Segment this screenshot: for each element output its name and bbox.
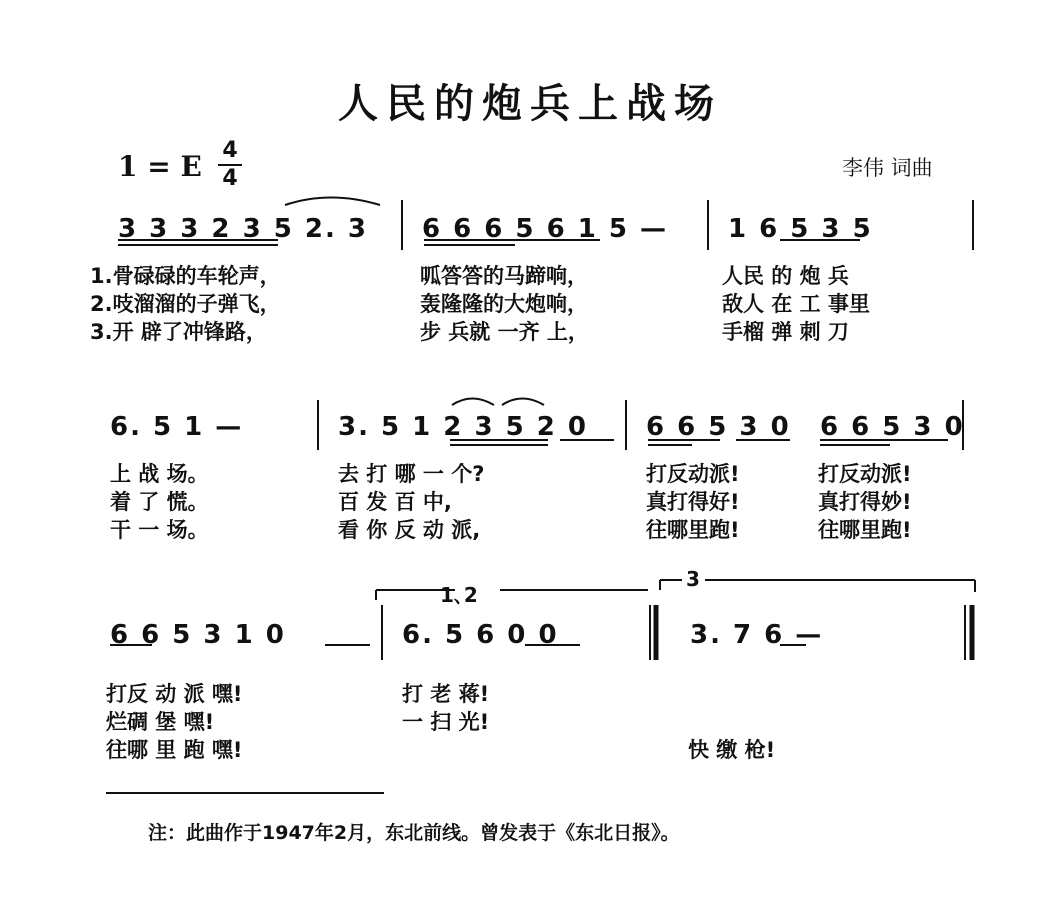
time-signature-top: 4 xyxy=(222,138,238,163)
lyric-r2-v3-m3: 往哪里跑! xyxy=(646,518,740,542)
composer-credit: 李伟 词曲 xyxy=(842,156,933,180)
measure-9: 6. 5 6 0 0 xyxy=(402,620,559,650)
lyric-r2-v1-m2: 去 打 哪 一 个? xyxy=(338,462,485,486)
measure-2: 6 6 6 5 6 1 5 — xyxy=(422,214,668,244)
lyric-r3-v3-m3: 快 缴 枪! xyxy=(688,738,776,762)
lyric-r2-v1-m1: 上 战 场。 xyxy=(110,462,209,486)
measure-1: 3 3 3 2 3 5 2. 3 xyxy=(118,214,368,244)
song-title: 人民的炮兵上战场 xyxy=(338,80,722,127)
time-signature-bottom: 4 xyxy=(222,166,238,191)
measure-10: 3. 7 6 — xyxy=(690,620,824,650)
lyric-r2-v3-m4: 往哪里跑! xyxy=(818,518,912,542)
key-signature: 1 = E xyxy=(118,150,202,183)
lyric-r1-v3-m2: 步 兵就 一齐 上， xyxy=(420,320,589,344)
volta-third-label: 3 xyxy=(686,567,700,591)
lyric-r2-v2-m2: 百 发 百 中, xyxy=(338,490,452,514)
lyric-r1-v1-m1: 1.骨碌碌的车轮声， xyxy=(90,264,281,288)
lyric-r2-v3-m2: 看 你 反 动 派, xyxy=(338,518,481,542)
lyric-r1-v2-m3: 敌人 在 工 事里 xyxy=(722,292,870,316)
lyric-r1-v2-m2: 轰隆隆的大炮响， xyxy=(420,292,588,316)
measure-7: 6 6 5 3 0 xyxy=(820,412,965,442)
measure-8: 6 6 5 3 1 0 xyxy=(110,620,286,650)
lyric-r1-v3-m3: 手榴 弹 刺 刀 xyxy=(722,320,849,344)
volta-first-label: 1､2 xyxy=(440,583,478,607)
lyric-r1-v2-m1: 2.吱溜溜的子弹飞， xyxy=(90,292,281,316)
measure-3: 1 6 5 3 5 xyxy=(728,214,873,244)
lyric-r3-v1-m1: 打反 动 派 嘿! xyxy=(106,682,243,706)
lyric-r2-v2-m1: 着 了 慌。 xyxy=(110,490,209,514)
lyric-r3-v2-m1: 烂碉 堡 嘿! xyxy=(106,710,215,734)
lyric-r3-v2-m2: 一 扫 光! xyxy=(402,710,490,734)
lyric-r1-v1-m3: 人民 的 炮 兵 xyxy=(722,264,849,288)
lyric-r3-v3-m1: 往哪 里 跑 嘿! xyxy=(106,738,243,762)
lyric-r1-v1-m2: 呱答答的马蹄响， xyxy=(420,264,588,288)
lyric-r1-v3-m1: 3.开 辟了冲锋路， xyxy=(90,320,267,344)
measure-6: 6 6 5 3 0 xyxy=(646,412,791,442)
measure-5: 3. 5 1 2 3 5 2 0 xyxy=(338,412,588,442)
measure-4: 6. 5 1 — xyxy=(110,412,244,442)
lyric-r3-v1-m2: 打 老 蒋! xyxy=(402,682,490,706)
lyric-r2-v2-m4: 真打得妙! xyxy=(818,490,912,514)
lyric-r2-v1-m3: 打反动派! xyxy=(646,462,740,486)
lyric-r2-v3-m1: 干 一 场。 xyxy=(110,518,209,542)
lyric-r2-v2-m3: 真打得好! xyxy=(646,490,740,514)
footnote: 注：此曲作于1947年2月，东北前线。曾发表于《东北日报》。 xyxy=(148,822,680,844)
lyric-r2-v1-m4: 打反动派! xyxy=(818,462,912,486)
